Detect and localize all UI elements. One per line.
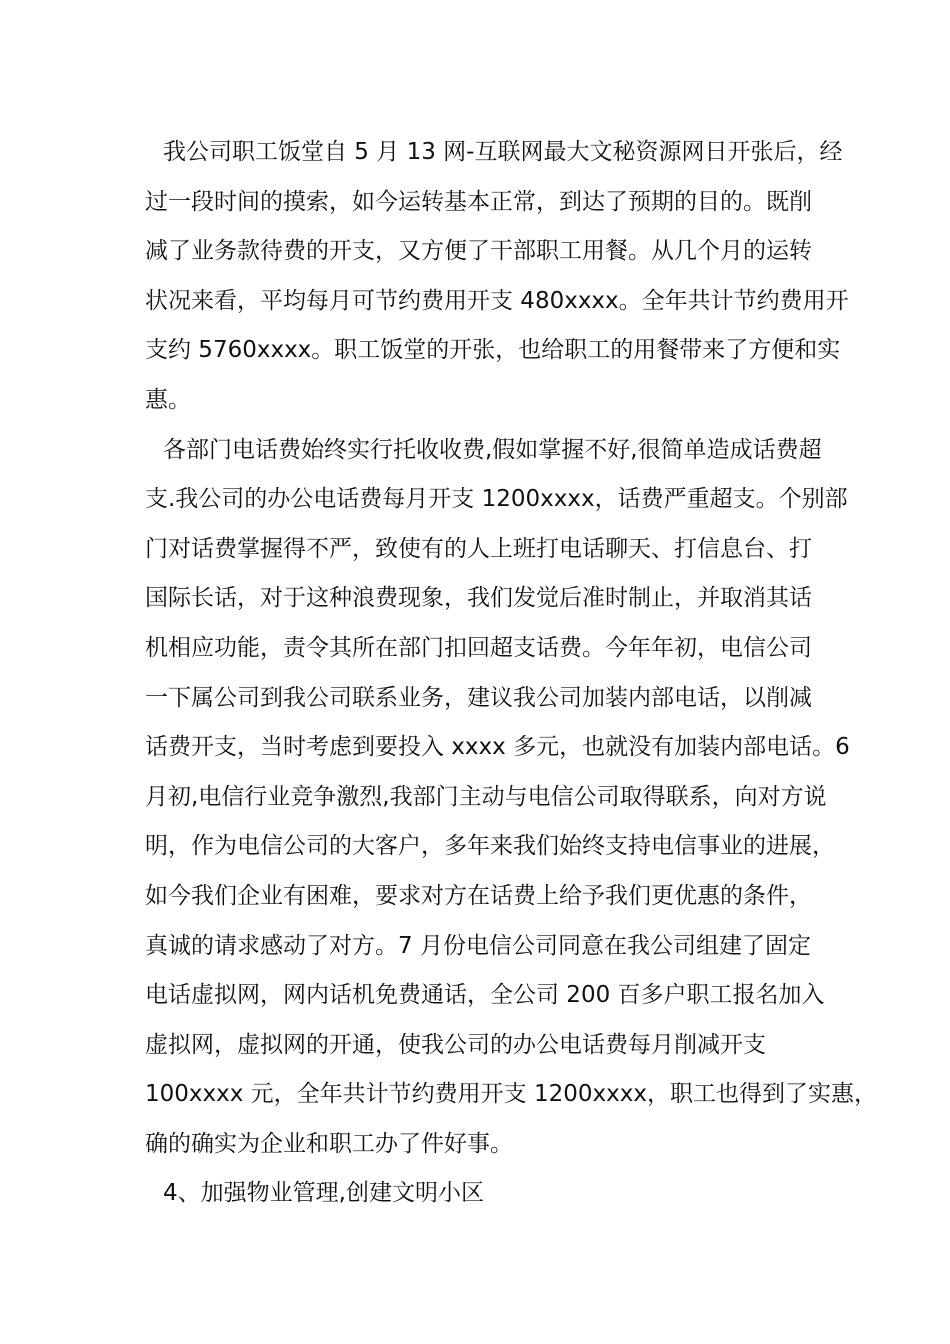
text-line: 月初,电信行业竞争激烈,我部门主动与电信公司取得联系，向对方说 xyxy=(145,783,827,810)
text-line: 惠。 xyxy=(145,386,191,413)
text-line: 虚拟网，虚拟网的开通，使我公司的办公电话费每月削减开支 xyxy=(145,1031,766,1058)
text-line: 支.我公司的办公电话费每月开支 1200xxxx，话费严重超支。个别部 xyxy=(145,486,848,513)
text-line: 真诚的请求感动了对方。7 月份电信公司同意在我公司组建了固定 xyxy=(145,932,811,959)
text-line: 我公司职工饭堂自 5 月 13 网-互联网最大文秘资源网日开张后，经 xyxy=(163,139,843,165)
text-line: 各部门电话费始终实行托收收费,假如掌握不好,很简单造成话费超 xyxy=(163,436,822,463)
text-line: 门对话费掌握得不严，致使有的人上班打电话聊天、打信息台、打 xyxy=(145,535,812,562)
text-line: 100xxxx 元，全年共计节约费用开支 1200xxxx，职工也得到了实惠， xyxy=(145,1081,877,1108)
text-line: 机相应功能，责令其所在部门扣回超支话费。今年年初，电信公司 xyxy=(145,634,812,661)
text-line: 一下属公司到我公司联系业务，建议我公司加装内部电话，以削减 xyxy=(145,684,812,711)
text-line: 国际长话，对于这种浪费现象，我们发觉后准时制止，并取消其话 xyxy=(145,585,812,612)
section-heading: 4、加强物业管理,创建文明小区 xyxy=(163,1180,484,1207)
paragraph-canteen xyxy=(145,128,849,426)
text-line: 过一段时间的摸索，如今运转基本正常，到达了预期的目的。既削 xyxy=(145,188,812,215)
text-line: 如今我们企业有困难，要求对方在话费上给予我们更优惠的条件， xyxy=(145,882,812,909)
text-line: 话费开支，当时考虑到要投入 xxxx 多元，也就没有加装内部电话。6 xyxy=(145,734,850,761)
text-line: 减了业务款待费的开支，又方便了干部职工用餐。从几个月的运转 xyxy=(145,238,812,265)
text-line: 电话虚拟网，网内话机免费通话，全公司 200 百多户职工报名加入 xyxy=(145,982,825,1009)
text-line: 明，作为电信公司的大客户，多年来我们始终支持电信事业的进展， xyxy=(145,833,835,860)
paragraph-phone-fees xyxy=(145,426,877,1170)
text-line: 支约 5760xxxx。职工饭堂的开张，也给职工的用餐带来了方便和实 xyxy=(145,337,841,364)
text-line: 状况来看，平均每月可节约费用开支 480xxxx。全年共计节约费用开 xyxy=(145,287,849,314)
text-line: 确的确实为企业和职工办了件好事。 xyxy=(145,1130,513,1157)
document-body xyxy=(145,128,877,1219)
